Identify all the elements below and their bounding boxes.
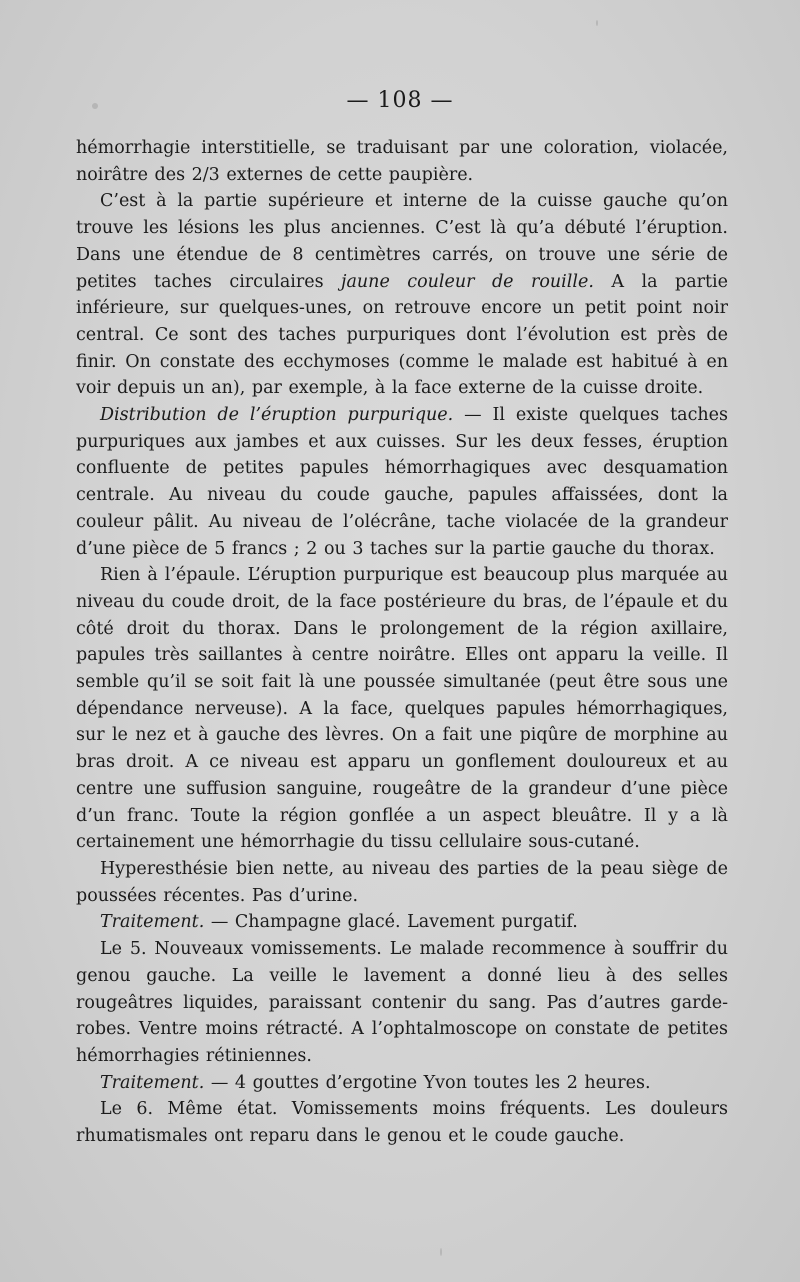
paragraph-text: Le 5. Nouveaux vomissements. Le malade recommence à souffrir du genou gauche. La veille le lavement a donné lieu à des selles rougeâtres liquides, paraissant contenir du sang. Pas d’autres garde-robes. Ventre moins rétracté. A l’ophtalmoscope on constate de petites hémorrhagies rétiniennes. xyxy=(76,939,728,1066)
paragraph-le-5 xyxy=(76,936,728,1070)
paragraph-hyperesthesie xyxy=(76,856,728,909)
paragraph-continuation xyxy=(76,135,728,188)
paper-speck xyxy=(440,1248,442,1256)
section-heading-italic: Distribution de l’éruption purpurique. xyxy=(100,405,454,426)
section-heading-italic: Traitement. xyxy=(100,912,205,933)
paragraph-text: Rien à l’épaule. L’éruption purpurique est beaucoup plus marquée au niveau du coude droit, de la face postérieure du bras, de l’épaule et du côté droit du thorax. Dans le prolongement de la région axillaire, papules très saillantes à centre noirâtre. Elles ont apparu la veille. Il semble qu’il se soit fait là une poussée simultanée (peut être sous une dépendance nerveuse). A la face, quelques papules hémorrhagiques, sur le nez et à gauche des lèvres. On a fait une piqûre de morphine au bras droit. A ce niveau est apparu un gonflement douloureux et au centre une suffusion sanguine, rougeâtre de la grandeur d’une pièce d’un franc. Toute la région gonflée a un aspect bleuâtre. Il y a là certainement une hémorrhagie du tissu cellulaire sous-cutané. xyxy=(76,565,728,853)
paragraph-text-after: — Champagne glacé. Lavement purgatif. xyxy=(204,912,578,933)
paragraph-text-after: — 4 gouttes d’ergotine Yvon toutes les 2 heures. xyxy=(204,1072,651,1093)
paragraph-traitement-2 xyxy=(76,1070,728,1097)
paper-speck xyxy=(596,20,598,26)
paragraph-text: Hyperesthésie bien nette, au niveau des parties de la peau siège de poussées récentes. Pas d’urine. xyxy=(76,858,728,906)
section-heading-italic: Traitement. xyxy=(100,1072,205,1093)
paragraph-text: C’est à la partie supérieure et interne de la cuisse gauche qu’on trouve les lésions les plus anciennes. C’est là qu’a débuté l’éruption. Dans une étendue de 8 centimètres carrés, on trouve une série de petites taches circulaires xyxy=(76,191,728,292)
paragraph-italic-phrase: jaune couleur de rouille. xyxy=(341,271,594,292)
paragraph-text: hémorrhagie interstitielle, se traduisant par une coloration, violacée, noirâtre des 2/3 externes de cette paupière. xyxy=(76,138,728,185)
paragraph-lesions xyxy=(76,188,728,402)
paragraph-text-after: — Il existe quelques taches purpuriques aux jambes et aux cuisses. Sur les deux fesses, éruption confluente de petites papules hémorrhagiques avec desquamation centrale. Au niveau du coude gauche, papules affaissées, dont la couleur pâlit. Au niveau de l’olécrâne, tache violacée de la grandeur d’une pièce de 5 francs ; 2 ou 3 taches sur la partie gauche du thorax. xyxy=(76,405,728,559)
page-number: — 108 — xyxy=(346,88,454,113)
paragraph-le-6 xyxy=(76,1096,728,1149)
paragraph-traitement-1 xyxy=(76,909,728,936)
body-text xyxy=(76,135,728,1150)
paragraph-eruption xyxy=(76,562,728,856)
paragraph-distribution xyxy=(76,402,728,562)
paragraph-text: Le 6. Même état. Vomissements moins fréquents. Les douleurs rhumatismales ont reparu dans le genou et le coude gauche. xyxy=(76,1099,728,1147)
paragraph-text-after: A la partie inférieure, sur quelques-unes, on retrouve encore un petit point noir central. Ce sont des taches purpuriques dont l’évolution est près de finir. On constate des ecchymoses (comme le malade est habitué à en voir depuis un an), par exemple, à la face externe de la cuisse droite. xyxy=(76,271,728,399)
